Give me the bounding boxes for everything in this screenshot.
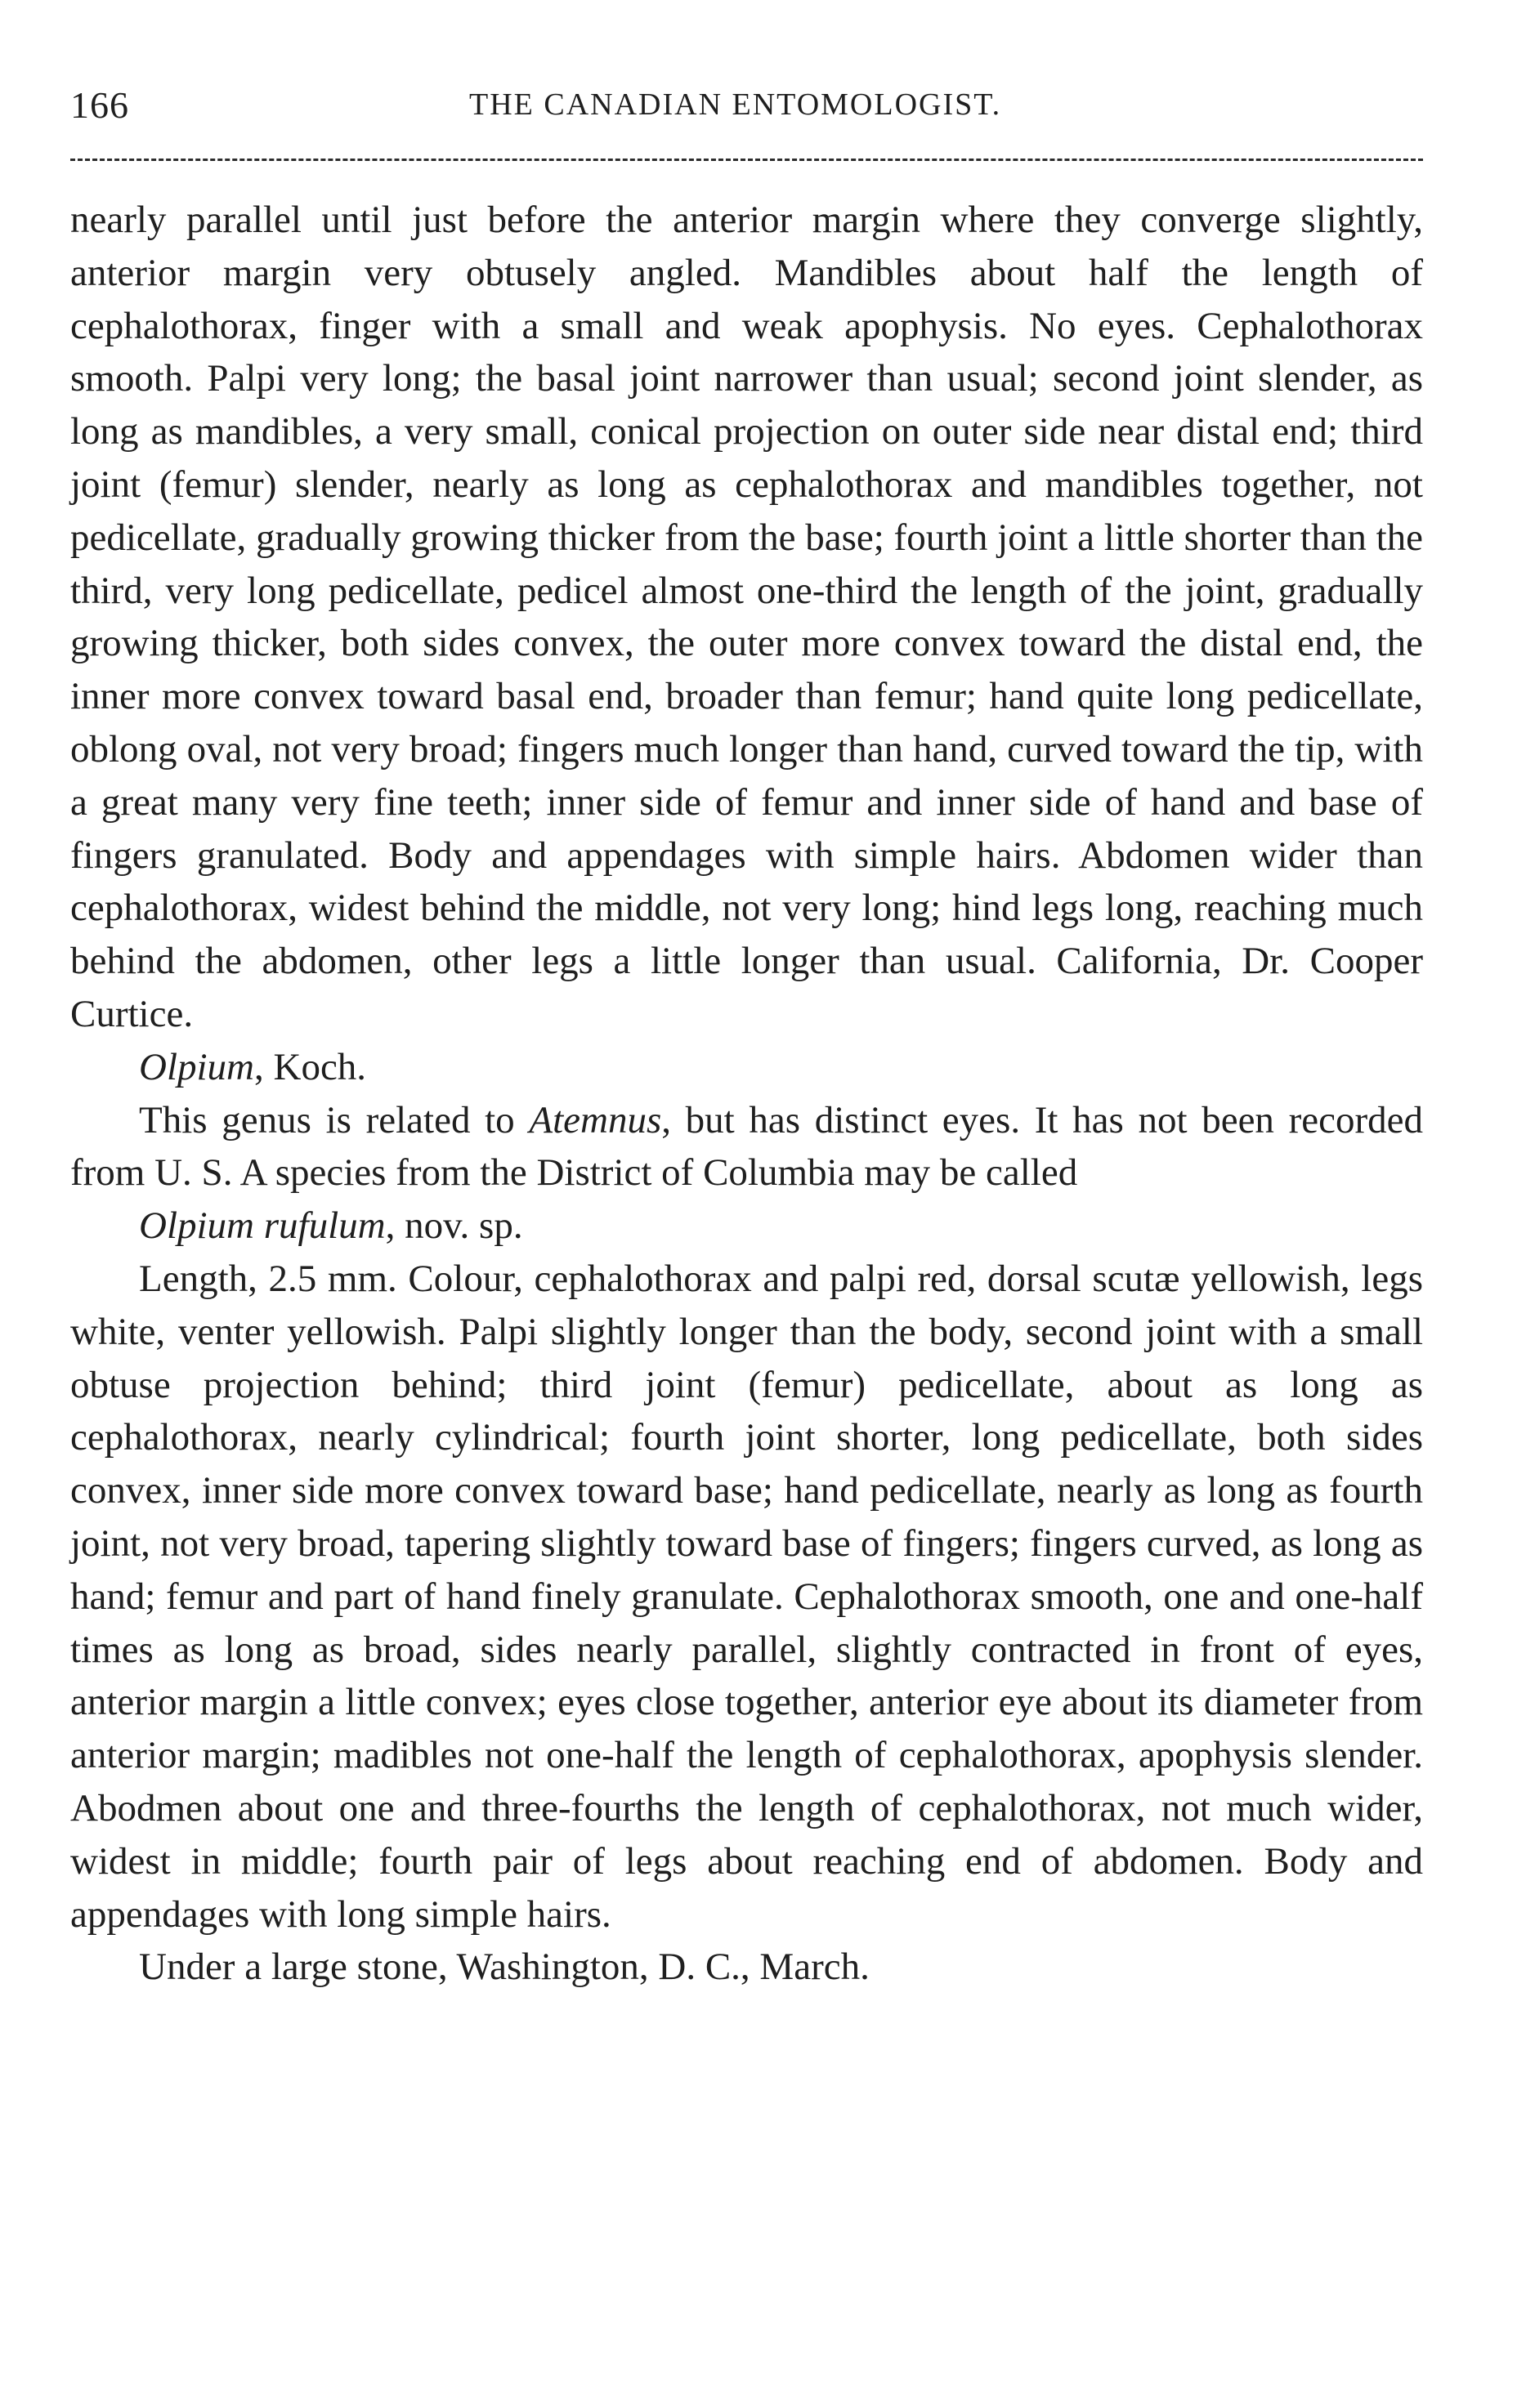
body-text <box>70 194 1423 1994</box>
genus-note-prefix: This genus is related to <box>139 1098 530 1141</box>
species-name: Olpium rufulum <box>139 1204 386 1248</box>
page-header <box>70 83 1423 132</box>
running-head: THE CANADIAN ENTOMOLOGIST. <box>469 87 1002 122</box>
genus-heading <box>70 1041 1423 1094</box>
species-description-paragraph: Length, 2.5 mm. Colour, cephalothorax and palpi red, dorsal scutæ yellowish, legs white, venter yellowish. Palpi slightly longer than the body, second joint with a small obtuse projection behind; third joint (femur) pedicellate, about as long as cephalothorax, nearly cylindrical; fourth joint shorter, long pedicellate, both sides convex, inner side more convex toward base; hand pedicellate, nearly as long as fourth joint, not very broad, tapering slightly toward base of fingers; fingers curved, as long as hand; femur and part of hand finely granulate. Cephalothorax smooth, one and one-half times as long as broad, sides nearly parallel, slightly contracted in front of eyes, anterior margin a little convex; eyes close together, anterior eye about its diameter from anterior margin; madibles not one-half the length of cephalothorax, apophysis slender. Abodmen about one and three-fourths the length of cephalothorax, not much wider, widest in middle; fourth pair of legs about reaching end of abdomen. Body and appendages with long simple hairs. <box>70 1257 1423 1936</box>
genus-authority: , Koch. <box>254 1045 367 1088</box>
species-heading-suffix: , nov. sp. <box>385 1204 523 1248</box>
genus-note-paragraph <box>70 1094 1423 1200</box>
related-genus-name: Atemnus <box>529 1098 662 1141</box>
page-number: 166 <box>70 84 129 126</box>
header-rule <box>70 159 1423 161</box>
species-heading <box>70 1200 1423 1253</box>
continued-description-paragraph: nearly parallel until just before the anterior margin where they converge slightly, anterior margin very obtusely angled. Mandibles about half the length of cephalothorax, finger with a small and weak apophysis. No eyes. Cephalothorax smooth. Palpi very long; the basal joint narrower than usual; second joint slender, as long as mandibles, a very small, conical projection on outer side near distal end; third joint (femur) slender, nearly as long as cephalothorax and mandibles together, not pedicellate, gradually growing thicker from the base; fourth joint a little shorter than the third, very long pedicellate, pedicel almost one-third the length of the joint, gradually growing thicker, both sides convex, the outer more convex toward the distal end, the inner more convex toward basal end, broader than femur; hand quite long pedicellate, oblong oval, not very broad; fingers much longer than hand, curved toward the tip, with a great many very fine teeth; inner side of femur and inner side of hand and base of fingers granulated. Body and appendages with simple hairs. Abdomen wider than cephalothorax, widest behind the middle, not very long; hind legs long, reaching much behind the abdomen, other legs a little longer than usual. California, Dr. Cooper Curtice. <box>70 199 1423 1035</box>
genus-name: Olpium <box>139 1045 254 1088</box>
locality-paragraph: Under a large stone, Washington, D. C., March. <box>139 1946 870 1989</box>
genus-note-suffix: , but has distinct eyes. It has not been recorded from U. S. A species from the District of Columbia may be called <box>70 1098 1423 1195</box>
